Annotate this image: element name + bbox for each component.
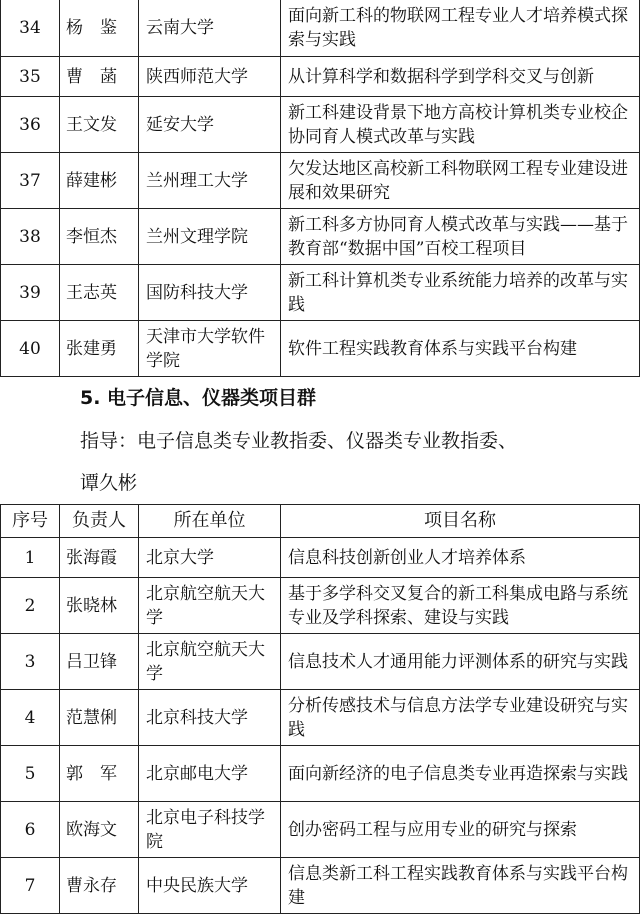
section-heading: 5. 电子信息、仪器类项目群 [80, 387, 317, 409]
table-row [1, 97, 640, 153]
leader-name: 曹 菡 [60, 57, 139, 97]
project-name: 信息科技创新创业人才培养体系 [281, 538, 640, 578]
leader-name: 薛建彬 [60, 153, 139, 209]
project-name: 创办密码工程与应用专业的研究与探索 [281, 802, 640, 858]
table-row [1, 265, 640, 321]
institution: 中央民族大学 [139, 858, 281, 914]
leader-name: 王志英 [60, 265, 139, 321]
leader-name: 张晓林 [60, 578, 139, 634]
project-name: 面向新工科的物联网工程专业人才培养模式探索与实践 [281, 0, 640, 57]
institution: 北京邮电大学 [139, 746, 281, 802]
project-name: 新工科计算机类专业系统能力培养的改革与实践 [281, 265, 640, 321]
leader-name: 张建勇 [60, 321, 139, 377]
institution: 兰州理工大学 [139, 153, 281, 209]
leader-name: 欧海文 [60, 802, 139, 858]
project-name: 新工科多方协同育人模式改革与实践——基于教育部“数据中国”百校工程项目 [281, 209, 640, 265]
table-row [1, 57, 640, 97]
row-number: 40 [1, 321, 60, 377]
project-name: 从计算科学和数据科学到学科交叉与创新 [281, 57, 640, 97]
institution: 云南大学 [139, 0, 281, 57]
row-number: 36 [1, 97, 60, 153]
row-number: 37 [1, 153, 60, 209]
row-number: 39 [1, 265, 60, 321]
header-institution: 所在单位 [139, 505, 281, 538]
table-row [1, 858, 640, 914]
institution: 北京航空航天大学 [139, 578, 281, 634]
table-row [1, 209, 640, 265]
table-row [1, 321, 640, 377]
row-number: 4 [1, 690, 60, 746]
project-name: 新工科建设背景下地方高校计算机类专业校企协同育人模式改革与实践 [281, 97, 640, 153]
project-name: 信息技术人才通用能力评测体系的研究与实践 [281, 634, 640, 690]
row-number: 38 [1, 209, 60, 265]
table-row [1, 538, 640, 578]
institution: 北京航空航天大学 [139, 634, 281, 690]
project-name: 信息类新工科工程实践教育体系与实践平台构建 [281, 858, 640, 914]
project-name: 欠发达地区高校新工科物联网工程专业建设进展和效果研究 [281, 153, 640, 209]
project-name: 面向新经济的电子信息类专业再造探索与实践 [281, 746, 640, 802]
header-number: 序号 [1, 505, 60, 538]
project-table [0, 504, 640, 914]
row-number: 34 [1, 0, 60, 57]
leader-name: 郭 军 [60, 746, 139, 802]
table-row [1, 634, 640, 690]
leader-name: 杨 鉴 [60, 0, 139, 57]
table-row [1, 690, 640, 746]
table-row [1, 802, 640, 858]
institution: 国防科技大学 [139, 265, 281, 321]
table-row [1, 746, 640, 802]
guidance-text-continued: 谭久彬 [80, 472, 138, 494]
leader-name: 吕卫锋 [60, 634, 139, 690]
row-number: 35 [1, 57, 60, 97]
institution: 陕西师范大学 [139, 57, 281, 97]
row-number: 2 [1, 578, 60, 634]
row-number: 6 [1, 802, 60, 858]
institution: 北京电子科技学院 [139, 802, 281, 858]
table-row [1, 578, 640, 634]
institution: 北京大学 [139, 538, 281, 578]
row-number: 1 [1, 538, 60, 578]
leader-name: 曹永存 [60, 858, 139, 914]
header-leader: 负责人 [60, 505, 139, 538]
leader-name: 王文发 [60, 97, 139, 153]
row-number: 3 [1, 634, 60, 690]
table-row [1, 0, 640, 57]
leader-name: 范慧俐 [60, 690, 139, 746]
project-name: 分析传感技术与信息方法学专业建设研究与实践 [281, 690, 640, 746]
institution: 兰州文理学院 [139, 209, 281, 265]
project-name: 软件工程实践教育体系与实践平台构建 [281, 321, 640, 377]
project-table-continued [0, 0, 640, 377]
table-row [1, 153, 640, 209]
institution: 北京科技大学 [139, 690, 281, 746]
row-number: 5 [1, 746, 60, 802]
institution: 天津市大学软件学院 [139, 321, 281, 377]
guidance-text: 指导：电子信息类专业教指委、仪器类专业教指委、 [80, 430, 518, 452]
leader-name: 李恒杰 [60, 209, 139, 265]
header-project: 项目名称 [281, 505, 640, 538]
leader-name: 张海霞 [60, 538, 139, 578]
row-number: 7 [1, 858, 60, 914]
table-header-row [1, 505, 640, 538]
institution: 延安大学 [139, 97, 281, 153]
project-name: 基于多学科交叉复合的新工科集成电路与系统专业及学科探索、建设与实践 [281, 578, 640, 634]
